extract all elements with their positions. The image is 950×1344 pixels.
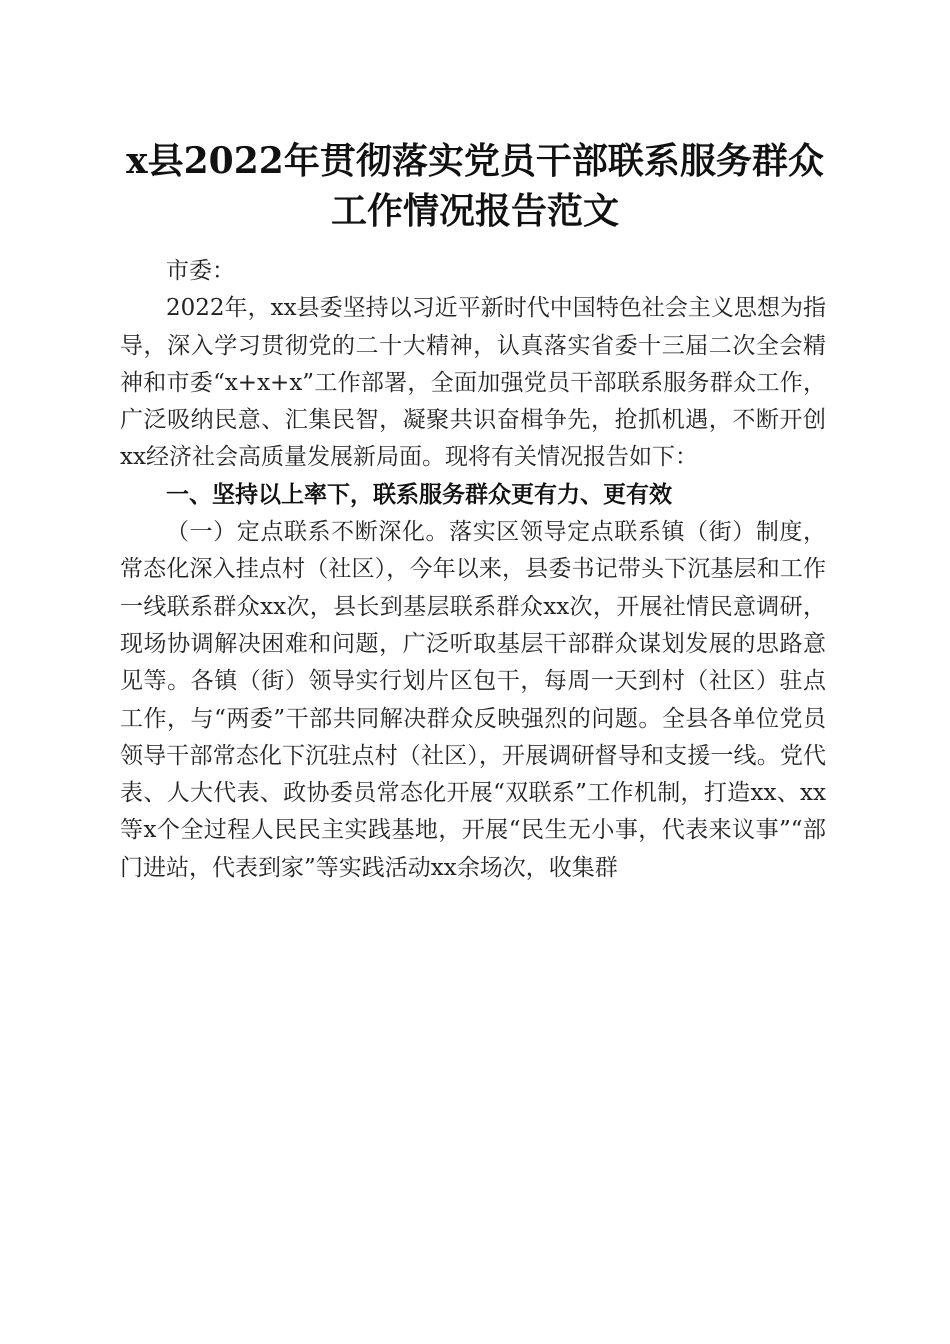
- salutation: 市委：: [166, 258, 235, 284]
- subsection-text: 落实区领导定点联系镇（街）制度，常态化深入挂点村（社区），今年以来，县委书记带头下沉基层和工作一线联系群众xx次，县长到基层联系群众xx次，开展社情民意调研，现场协调解决困难和问题，广泛听取基层干部群众谋划发展的思路意见等。各镇（街）领导实行划片区包干，每周一天到村（社区）驻点工作，与“两委”干部共同解决群众反映强烈的问题。全县各单位党员领导干部常态化下沉驻点村（社区），开展调研督导和支援一线。党代表、人大代表、政协委员常态化开展“双联系”工作机制，打造xx、xx等x个全过程人民民主实践基地，开展“民生无小事，代表来议事”“部门进站，代表到家”等实践活动xx余场次，收集群: [120, 519, 827, 881]
- subsection-heading: （一）定点联系不断深化。: [166, 519, 450, 546]
- subsection-paragraph: [120, 514, 826, 887]
- intro-paragraph: 2022年，xx县委坚持以习近平新时代中国特色社会主义思想为指导，深入学习贯彻党的二十大精神，认真落实省委十三届二次全会精神和市委“x+x+x”工作部署，全面加强党员干部联系服务群众工作，广泛吸纳民意、汇集民智，凝聚共识奋楫争先，抢抓机遇，不断开创xx经济社会高质量发展新局面。现将有关情况报告如下：: [120, 295, 826, 471]
- document-body: [120, 253, 826, 887]
- document-title: x县2022年贯彻落实党员干部联系服务群众工作情况报告范文: [126, 140, 824, 232]
- section-heading: 一、坚持以上率下，联系服务群众更有力、更有效: [166, 481, 672, 508]
